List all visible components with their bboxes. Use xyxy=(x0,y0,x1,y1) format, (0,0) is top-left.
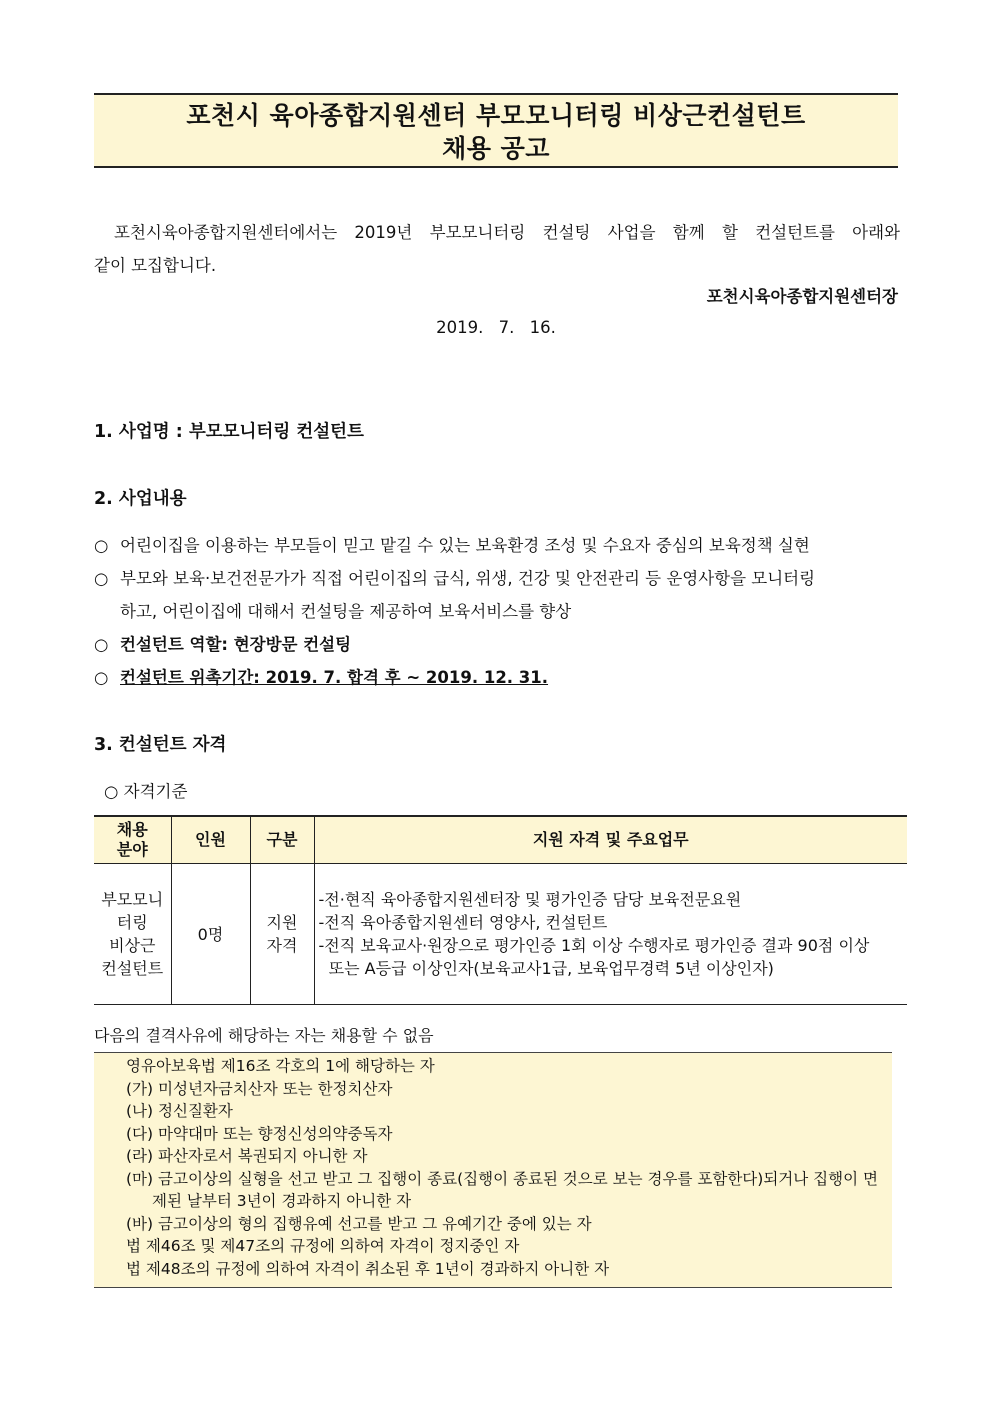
page-subtitle: 채용 공고 xyxy=(442,134,550,163)
table-header-row xyxy=(94,816,907,864)
intro-line-1: 포천시육아종합지원센터에서는 2019년 부모모니터링 컨설팅 사업을 함께 할 컨설턴트를 아래와 xyxy=(114,223,900,242)
disqualification-box xyxy=(94,1052,892,1288)
business-item-1: ○ 어린이집을 이용하는 부모들이 믿고 맡길 수 있는 보육환경 조성 및 수요자 중심의 보육정책 실현 xyxy=(94,529,900,562)
qualification-subtitle: ○ 자격기준 xyxy=(104,782,188,801)
header-field: 채용 분야 xyxy=(94,816,171,864)
cell-category: 지원 자격 xyxy=(250,864,314,1005)
disqualification-item: 영유아보육법 제16조 각호의 1에 해당하는 자 xyxy=(126,1057,435,1075)
cell-field: 부모모니 터링 비상근 컨설턴트 xyxy=(94,864,171,1005)
business-item-3: ○ 컨설턴트 역할: 현장방문 컨설팅 xyxy=(94,628,900,661)
disqualification-intro: 다음의 결격사유에 해당하는 자는 채용할 수 없음 xyxy=(94,1026,434,1045)
section-qualification: 3. 컨설턴트 자격 xyxy=(94,735,227,755)
header-category: 구분 xyxy=(250,816,314,864)
business-item-2: ○ 부모와 보육·보건전문가가 직접 어린이집의 급식, 위생, 건강 및 안전관리 등 운영사항을 모니터링 하고, 어린이집에 대해서 컨설팅을 제공하여 보육서비스를 향상 xyxy=(94,562,900,628)
header-duties: 지원 자격 및 주요업무 xyxy=(314,816,907,864)
title-banner xyxy=(94,93,898,168)
section-business-content: 2. 사업내용 xyxy=(94,489,187,509)
signer: 포천시육아종합지원센터장 xyxy=(706,287,898,306)
cell-duties: -전·현직 육아종합지원센터장 및 평가인증 담당 보육전문요원 -전직 육아종합지원센터 영양사, 컨설턴트 -전직 보육교사·원장으로 평가인증 1회 이상 수행자로 평가인증 결과 90점 이상 또는 A등급 이상인자(보육교사1급, 보육업무경력 5년 이상인자) xyxy=(314,864,907,1005)
business-item-4: ○ 컨설턴트 위촉기간: 2019. 7. 합격 후 ~ 2019. 12. 31. xyxy=(94,661,900,694)
bullet-circle: ○ xyxy=(94,536,109,555)
disqualification-item: (바) 금고이상의 형의 집행유예 선고를 받고 그 유예기간 중에 있는 자 xyxy=(126,1214,592,1233)
qualification-table xyxy=(94,815,907,1005)
disqualification-item: (마) 금고이상의 실형을 선고 받고 그 집행이 종료(집행이 종료된 것으로 보는 경우를 포함한다)되거나 집행이 면 xyxy=(126,1169,878,1188)
cell-count: 0명 xyxy=(171,864,250,1005)
table-row xyxy=(94,864,907,1005)
disqualification-item: 법 제48조의 규정에 의하여 자격이 취소된 후 1년이 경과하지 아니한 자 xyxy=(126,1259,610,1278)
header-count: 인원 xyxy=(171,816,250,864)
disqualification-item: (다) 마약대마 또는 향정신성의약중독자 xyxy=(126,1124,393,1143)
page-title: 포천시 육아종합지원센터 부모모니터링 비상근컨설턴트 xyxy=(186,101,806,130)
disqualification-item: 법 제46조 및 제47조의 규정에 의하여 자격이 정지중인 자 xyxy=(126,1237,520,1255)
disqualification-item: (가) 미성년자금치산자 또는 한정치산자 xyxy=(126,1079,393,1098)
disqualification-item: 제된 날부터 3년이 경과하지 아니한 자 xyxy=(152,1192,412,1210)
notice-date: 2019. 7. 16. xyxy=(436,318,556,337)
intro-line-2: 같이 모집합니다. xyxy=(94,256,217,275)
disqualification-item: (라) 파산자로서 복권되지 아니한 자 xyxy=(126,1147,368,1165)
disqualification-item: (나) 정신질환자 xyxy=(126,1102,233,1120)
bullet-circle: ○ xyxy=(94,668,109,687)
section-business-name: 1. 사업명 : 부모모니터링 컨설턴트 xyxy=(94,422,364,442)
bullet-circle: ○ xyxy=(94,635,109,654)
intro-paragraph xyxy=(94,216,900,282)
bullet-circle: ○ xyxy=(94,569,109,588)
